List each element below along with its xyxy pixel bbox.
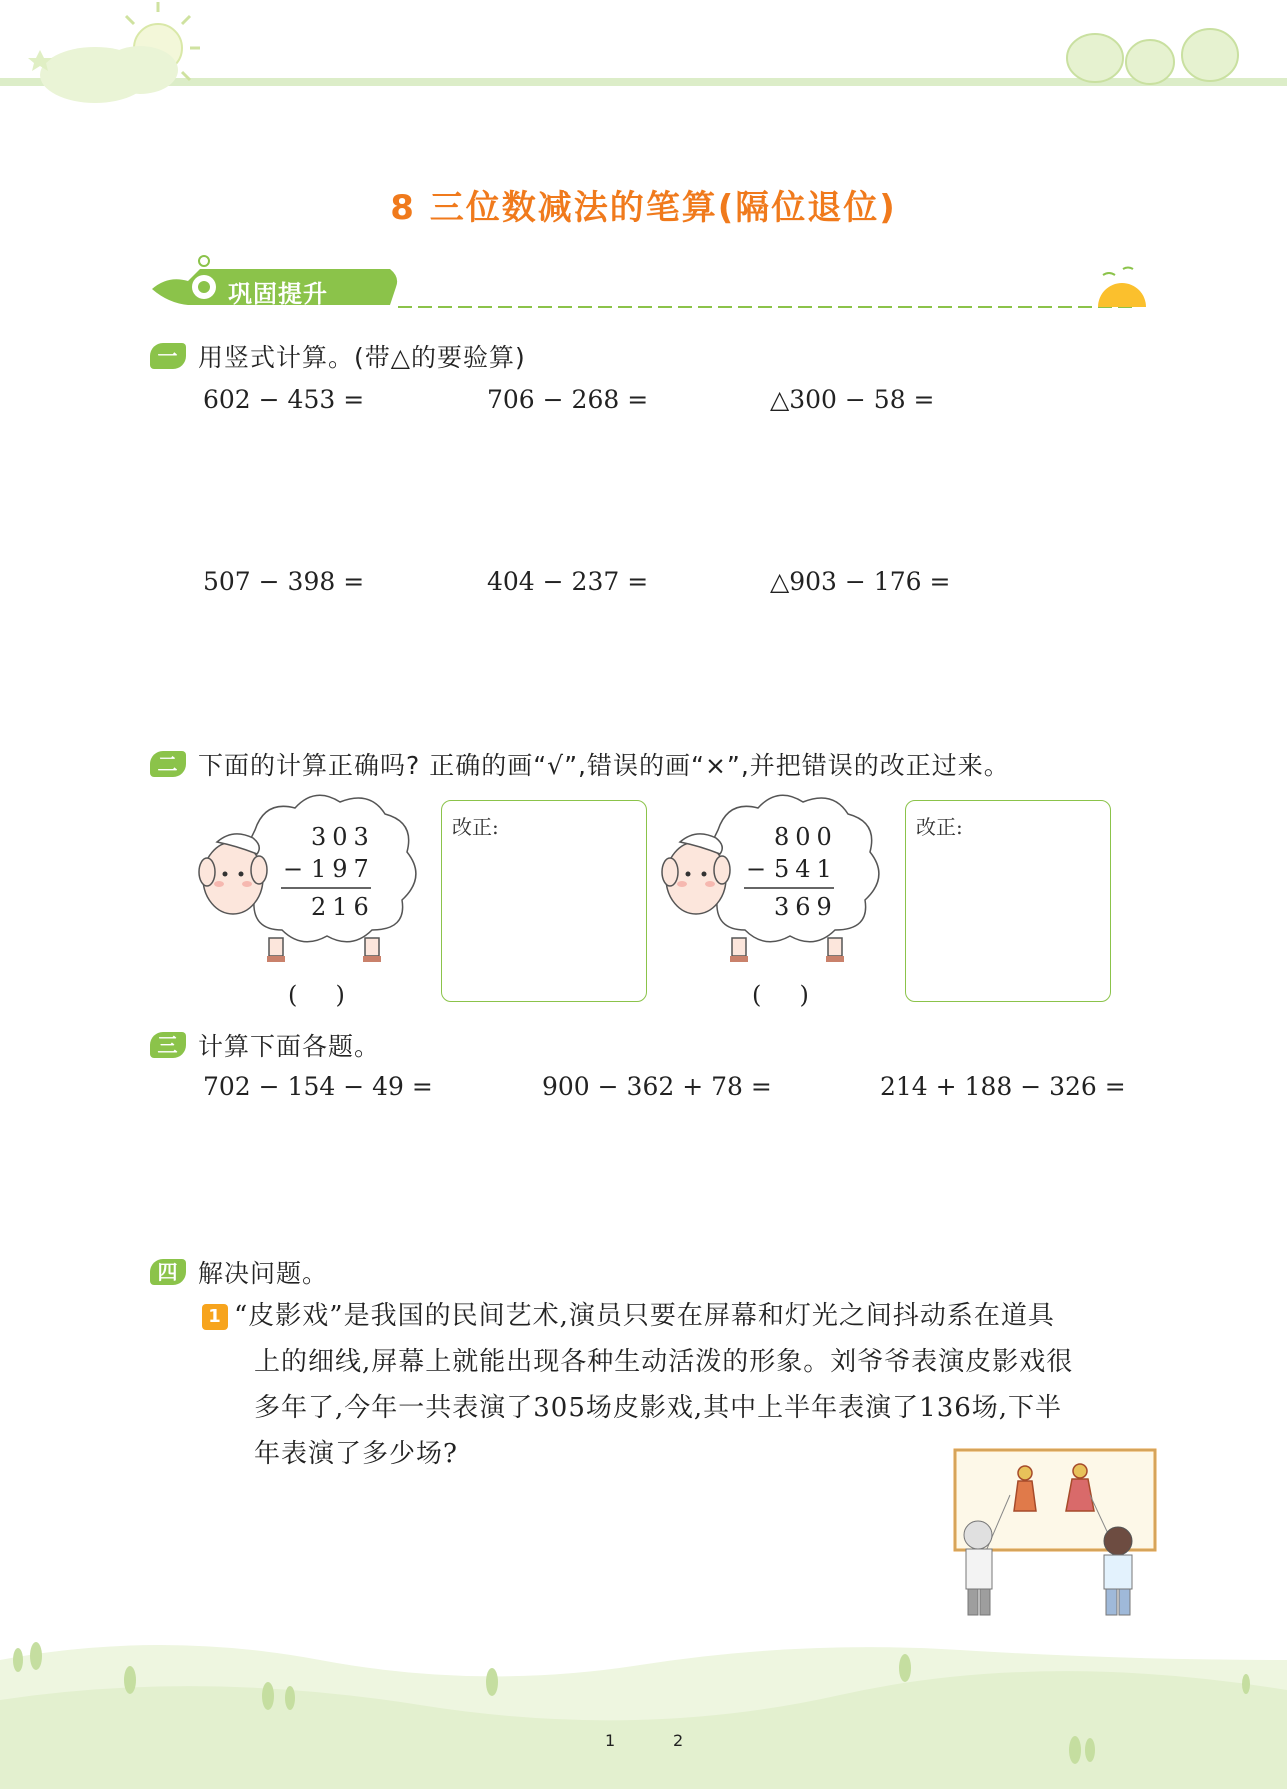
q1-expression: △903 − 176 = (770, 567, 951, 596)
question-2-number: 二 (150, 751, 186, 777)
correction-box[interactable] (441, 800, 647, 1002)
shadow-puppet-illustration (950, 1445, 1160, 1625)
header-decoration (0, 0, 1287, 110)
question-1-number: 一 (150, 343, 186, 369)
vertical-result: 369 (774, 893, 838, 921)
minus-sign: − (283, 855, 310, 883)
problem-number: 1 (202, 1304, 228, 1330)
footer-decoration (0, 1620, 1287, 1789)
question-4-number: 四 (150, 1259, 186, 1285)
question-1-heading (150, 338, 526, 374)
vertical-subtrahend: 197 (311, 855, 375, 883)
question-3-text: 计算下面各题。 (198, 1032, 381, 1061)
q3-expression: 702 − 154 − 49 = (203, 1072, 433, 1101)
word-problem-text: “皮影戏”是我国的民间艺术,演员只要在屏幕和灯光之间抖动系在道具 (234, 1301, 1055, 1331)
word-problem-line: 年表演了多少场? (254, 1439, 458, 1469)
q3-expression: 214 + 188 − 326 = (880, 1072, 1126, 1101)
question-4-heading (150, 1254, 328, 1290)
correction-box[interactable] (905, 800, 1111, 1002)
answer-parentheses[interactable]: ( ) (288, 981, 345, 1009)
word-problem-line: 上的细线,屏幕上就能出现各种生动活泼的形象。刘爷爷表演皮影戏很 (254, 1347, 1074, 1377)
q1-expression: 404 − 237 = (487, 567, 649, 596)
q3-expression: 900 − 362 + 78 = (542, 1072, 772, 1101)
question-4-text: 解决问题。 (198, 1259, 329, 1288)
question-2-heading (150, 746, 1010, 782)
q1-expression: 706 − 268 = (487, 385, 649, 414)
vertical-result: 216 (311, 893, 375, 921)
correction-label: 改正: (916, 815, 963, 839)
question-1-text: 用竖式计算。(带△的要验算) (198, 343, 526, 372)
question-2-text: 下面的计算正确吗? 正确的画“√”,错误的画“×”,并把错误的改正过来。 (198, 751, 1010, 780)
q1-expression: △300 − 58 = (770, 385, 935, 414)
page-number: 2 (673, 1731, 684, 1750)
question-3-number: 三 (150, 1032, 186, 1058)
word-problem-line (202, 1293, 1162, 1339)
vertical-subtrahend: 541 (774, 855, 838, 883)
vertical-minuend: 303 (311, 823, 375, 851)
q1-expression: 507 − 398 = (203, 567, 365, 596)
page-number: 1 (605, 1731, 616, 1750)
answer-parentheses[interactable]: ( ) (752, 981, 809, 1009)
question-3-heading (150, 1027, 380, 1063)
word-problem-line: 多年了,今年一共表演了305场皮影戏,其中上半年表演了136场,下半 (254, 1393, 1063, 1423)
correction-label: 改正: (452, 815, 499, 839)
q1-expression: 602 − 453 = (203, 385, 365, 414)
section-banner-label: 巩固提升 (228, 280, 328, 308)
vertical-minuend: 800 (774, 823, 838, 851)
page-title: 8 三位数减法的笔算(隔位退位) (390, 188, 897, 228)
minus-sign: − (746, 855, 773, 883)
